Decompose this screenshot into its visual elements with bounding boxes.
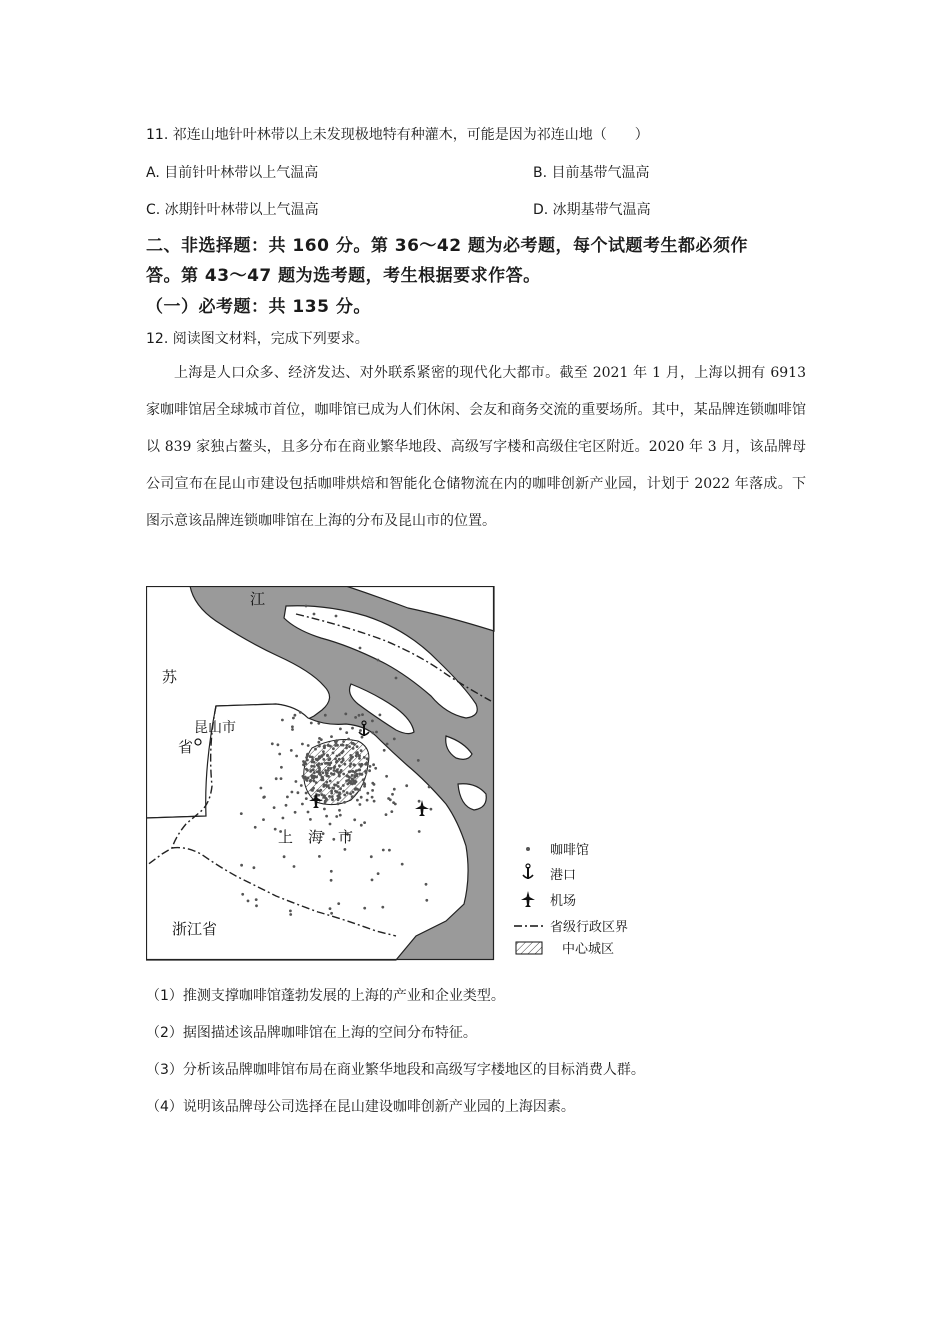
cafe-dot — [311, 761, 314, 764]
cafe-dot — [320, 763, 323, 766]
cafe-dot — [379, 714, 382, 717]
cafe-dot — [322, 758, 325, 761]
map-kunshan-marker — [195, 739, 201, 745]
cafe-dot — [274, 828, 277, 831]
cafe-dot — [430, 808, 433, 811]
cafe-dot — [345, 780, 348, 783]
cafe-dot — [343, 801, 346, 804]
cafe-dot — [314, 748, 317, 751]
cafe-dot — [360, 773, 363, 776]
cafe-dot — [330, 792, 333, 795]
q11-option-c[interactable]: C. 冰期针叶林带以上气温高 — [146, 202, 319, 218]
cafe-dot — [342, 790, 345, 793]
cafe-dot — [273, 806, 276, 809]
cafe-dot — [309, 780, 312, 783]
cafe-dot — [295, 780, 298, 783]
cafe-dot — [307, 811, 310, 814]
cafe-dot — [305, 768, 308, 771]
cafe-dot — [359, 729, 362, 732]
q11-option-a[interactable]: A. 目前针叶林带以上气温高 — [146, 165, 319, 181]
cafe-dot — [358, 757, 361, 760]
cafe-dot — [390, 810, 393, 813]
q12-stem: 12. 阅读图文材料，完成下列要求。 — [146, 331, 369, 347]
cafe-dot — [331, 795, 334, 798]
cafe-dot — [309, 818, 312, 821]
cafe-dot — [330, 870, 333, 873]
cafe-dot — [307, 744, 310, 747]
cafe-dot — [325, 815, 328, 818]
cafe-dot — [340, 761, 343, 764]
cafe-dot — [311, 777, 314, 780]
cafe-dot — [337, 781, 340, 784]
cafe-dot — [325, 781, 328, 784]
cafe-dot — [371, 720, 374, 723]
cafe-dot — [371, 879, 374, 882]
cafe-dot — [329, 907, 332, 910]
cafe-dot — [373, 800, 376, 803]
cafe-dot — [306, 759, 309, 762]
cafe-dot — [240, 864, 243, 867]
cafe-dot — [338, 764, 341, 767]
map-label-sheng: 省 — [178, 738, 194, 756]
section-heading-line1: 二、非选择题：共 160 分。第 36～42 题为必考题，每个试题考生都必须作 — [146, 236, 748, 256]
cafe-dot — [351, 727, 354, 730]
cafe-dot — [315, 781, 318, 784]
cafe-dot — [309, 755, 312, 758]
section-subheading: （一）必考题：共 135 分。 — [146, 297, 371, 317]
cafe-dot — [363, 907, 366, 910]
cafe-dot — [318, 755, 321, 758]
cafe-dot — [327, 775, 330, 778]
cafe-dot — [297, 791, 300, 794]
cafe-dot — [385, 775, 388, 778]
cafe-dot — [358, 754, 361, 757]
cafe-dot — [290, 749, 293, 752]
cafe-dot — [383, 749, 386, 752]
cafe-dot — [285, 804, 288, 807]
cafe-dot — [324, 769, 327, 772]
cafe-dot — [417, 759, 420, 762]
cafe-dot — [302, 775, 305, 778]
cafe-dot — [321, 776, 324, 779]
cafe-dot — [351, 770, 354, 773]
cafe-dot — [344, 763, 347, 766]
cafe-dot — [338, 809, 341, 812]
cafe-dot — [330, 912, 333, 915]
cafe-dot — [336, 768, 339, 771]
cafe-dot — [329, 823, 332, 826]
cafe-dot — [342, 784, 345, 787]
cafe-dot — [355, 780, 358, 783]
cafe-dot — [371, 796, 374, 799]
map-label-jiang: 江 — [250, 590, 266, 608]
cafe-dot — [362, 778, 365, 781]
cafe-dot — [306, 754, 309, 757]
cafe-dot — [345, 744, 348, 747]
cafe-dot — [262, 818, 265, 821]
cafe-dot — [337, 798, 340, 801]
cafe-dot — [418, 800, 421, 803]
cafe-dot — [322, 779, 325, 782]
cafe-dot — [318, 772, 321, 775]
cafe-dot — [381, 906, 384, 909]
cafe-dot — [318, 855, 321, 858]
cafe-dot — [338, 791, 341, 794]
cafe-dot — [320, 754, 323, 757]
cafe-dot — [371, 731, 374, 734]
cafe-dot — [335, 615, 338, 618]
cafe-dot — [346, 774, 349, 777]
cafe-dot — [333, 769, 336, 772]
cafe-dot — [304, 776, 307, 779]
cafe-dot — [330, 772, 333, 775]
cafe-dot — [425, 883, 428, 886]
cafe-dot — [331, 798, 334, 801]
cafe-dot — [318, 767, 321, 770]
cafe-dot — [315, 776, 318, 779]
cafe-dot — [382, 849, 385, 852]
q12-subquestion-4: （4）说明该品牌母公司选择在昆山建设咖啡创新产业园的上海因素。 — [146, 1099, 575, 1115]
cafe-dot — [292, 717, 295, 720]
cafe-dot — [377, 659, 380, 662]
cafe-dot — [338, 758, 341, 761]
cafe-dot — [327, 767, 330, 770]
cafe-dot — [363, 756, 366, 759]
cafe-dot — [320, 738, 323, 741]
legend-center-symbol — [516, 942, 542, 954]
cafe-dot — [351, 795, 354, 798]
cafe-dot — [401, 863, 404, 866]
cafe-dot — [337, 771, 340, 774]
legend-airport-label: 机场 — [550, 894, 577, 909]
cafe-dot — [356, 799, 359, 802]
cafe-dot — [322, 750, 325, 753]
cafe-dot — [370, 855, 373, 858]
cafe-dot — [329, 780, 332, 783]
cafe-dot — [345, 731, 348, 734]
cafe-dot — [395, 677, 398, 680]
cafe-dot — [352, 763, 355, 766]
map-label-shanghai: 上 海 市 — [278, 828, 354, 846]
cafe-dot — [289, 913, 292, 916]
legend-cafe-symbol — [526, 847, 530, 851]
map-label-kunshan: 昆山市 — [194, 720, 236, 736]
legend-port-label: 港口 — [550, 868, 577, 883]
cafe-dot — [277, 743, 280, 746]
map-label-su: 苏 — [162, 668, 178, 686]
cafe-dot — [300, 784, 303, 787]
cafe-dot — [389, 798, 392, 801]
cafe-dot — [348, 781, 351, 784]
cafe-dot — [360, 796, 363, 799]
shanghai-cafe-map — [146, 586, 666, 971]
cafe-dot — [371, 782, 374, 785]
cafe-dot — [291, 791, 294, 794]
cafe-dot — [345, 747, 348, 750]
cafe-dot — [346, 791, 349, 794]
cafe-dot — [371, 789, 374, 792]
cafe-dot — [331, 787, 334, 790]
cafe-dot — [324, 801, 327, 804]
cafe-dot — [393, 738, 396, 741]
cafe-dot — [333, 765, 336, 768]
cafe-dot — [313, 613, 316, 616]
cafe-dot — [354, 788, 357, 791]
cafe-dot — [254, 826, 257, 829]
cafe-dot — [305, 792, 308, 795]
cafe-dot — [374, 767, 377, 770]
cafe-dot — [313, 765, 316, 768]
cafe-dot — [347, 738, 350, 741]
cafe-dot — [336, 755, 339, 758]
legend-boundary-label: 省级行政区界 — [550, 920, 629, 935]
cafe-dot — [342, 773, 345, 776]
cafe-dot — [289, 910, 292, 913]
legend-center-label: 中心城区 — [562, 942, 615, 957]
cafe-dot — [354, 774, 357, 777]
cafe-dot — [312, 787, 315, 790]
cafe-dot — [325, 772, 328, 775]
cafe-dot — [278, 753, 281, 756]
section-heading-line2: 答。第 43～47 题为选考题，考生根据要求作答。 — [146, 266, 541, 286]
cafe-dot — [366, 757, 369, 760]
cafe-dot — [349, 754, 352, 757]
q12-subquestion-3: （3）分析该品牌咖啡馆布局在商业繁华地段和高级写字楼地区的目标消费人群。 — [146, 1062, 645, 1078]
cafe-dot — [291, 725, 294, 728]
cafe-dot — [342, 757, 345, 760]
cafe-dot — [332, 747, 335, 750]
cafe-dot — [301, 743, 304, 746]
cafe-dot — [386, 743, 389, 746]
cafe-dot — [310, 722, 313, 725]
cafe-dot — [253, 866, 256, 869]
cafe-dot — [342, 740, 345, 743]
cafe-dot — [425, 899, 428, 902]
cafe-dot — [311, 774, 314, 777]
cafe-dot — [328, 795, 331, 798]
cafe-dot — [418, 830, 421, 833]
cafe-dot — [338, 774, 341, 777]
cafe-dot — [352, 742, 355, 745]
cafe-dot — [405, 784, 408, 787]
cafe-dot — [355, 752, 358, 755]
cafe-dot — [313, 771, 316, 774]
cafe-dot — [305, 797, 308, 800]
cafe-dot — [372, 763, 375, 766]
cafe-dot — [275, 777, 278, 780]
legend-port-icon — [523, 864, 533, 879]
cafe-dot — [321, 793, 324, 796]
cafe-dot — [349, 765, 352, 768]
legend-airport-icon — [521, 891, 535, 907]
cafe-dot — [361, 736, 364, 739]
cafe-dot — [326, 762, 329, 765]
cafe-dot — [241, 893, 244, 896]
cafe-dot — [350, 757, 353, 760]
cafe-dot — [317, 741, 320, 744]
q12-passage: 上海是人口众多、经济发达、对外联系紧密的现代化大都市。截至 2021 年 1 月，上海以拥有 6913 家咖啡馆居全球城市首位，咖啡馆已成为人们休闲、会友和商务交流的重要场所。其中，某品牌连锁咖啡馆以 839 家独占鳌头，且多分布在商业繁华地段、高级写字楼和高级住宅区附近。2020 年 3 月，该品牌母公司宣布在昆山市建设包括咖啡烘焙和智能化仓储物流在内的咖啡创新产业园，计划于 2022 年落成。下图示意该品牌连锁咖啡馆在上海的分布及昆山市的位置。 — [146, 365, 806, 529]
cafe-dot — [286, 796, 289, 799]
cafe-dot — [352, 791, 355, 794]
cafe-dot — [361, 713, 364, 716]
cafe-dot — [358, 714, 361, 717]
cafe-dot — [368, 769, 371, 772]
cafe-dot — [337, 802, 340, 805]
cafe-dot — [366, 763, 369, 766]
cafe-dot — [340, 744, 343, 747]
cafe-dot — [359, 803, 362, 806]
cafe-dot — [363, 821, 366, 824]
cafe-dot — [338, 753, 341, 756]
cafe-dot — [388, 849, 391, 852]
cafe-dot — [323, 808, 326, 811]
cafe-dot — [332, 752, 335, 755]
cafe-dot — [260, 787, 263, 790]
cafe-dot — [305, 605, 308, 608]
cafe-dot — [394, 803, 397, 806]
map-legend — [514, 842, 628, 957]
cafe-dot — [315, 758, 318, 761]
cafe-dot — [369, 765, 372, 768]
cafe-dot — [340, 752, 343, 755]
cafe-dot — [385, 813, 388, 816]
cafe-dot — [318, 745, 321, 748]
cafe-dot — [360, 763, 363, 766]
q12-subquestion-2: （2）据图描述该品牌咖啡馆在上海的空间分布特征。 — [146, 1025, 477, 1041]
cafe-dot — [356, 745, 359, 748]
cafe-dot — [324, 714, 327, 717]
cafe-dot — [283, 855, 286, 858]
cafe-dot — [375, 731, 378, 734]
cafe-dot — [352, 747, 355, 750]
cafe-dot — [327, 744, 330, 747]
cafe-dot — [291, 728, 294, 731]
cafe-dot — [349, 793, 352, 796]
cafe-dot — [330, 735, 333, 738]
cafe-dot — [330, 767, 333, 770]
cafe-dot — [351, 774, 354, 777]
cafe-dot — [327, 784, 330, 787]
cafe-dot — [281, 719, 284, 722]
cafe-dot — [328, 757, 331, 760]
q11-stem: 11. 祁连山地针叶林带以上未发现极地特有种灌木，可能是因为祁连山地（ ） — [146, 127, 649, 143]
cafe-dot — [335, 815, 338, 818]
cafe-dot — [334, 790, 337, 793]
cafe-dot — [360, 749, 363, 752]
cafe-dot — [334, 744, 337, 747]
cafe-dot — [319, 790, 322, 793]
cafe-dot — [302, 763, 305, 766]
cafe-dot — [328, 764, 331, 767]
cafe-dot — [363, 782, 366, 785]
cafe-dot — [340, 769, 343, 772]
cafe-dot — [301, 803, 304, 806]
cafe-dot — [336, 795, 339, 798]
cafe-dot — [339, 787, 342, 790]
cafe-dot — [282, 817, 285, 820]
cafe-dot — [322, 771, 325, 774]
cafe-dot — [366, 799, 369, 802]
cafe-dot — [359, 647, 362, 650]
cafe-dot — [299, 711, 302, 714]
cafe-dot — [294, 811, 297, 814]
cafe-dot — [334, 758, 337, 761]
cafe-dot — [428, 786, 431, 789]
cafe-dot — [337, 902, 340, 905]
cafe-dot — [344, 848, 347, 851]
map-label-zhejiang: 浙江省 — [172, 920, 218, 938]
cafe-dot — [349, 762, 352, 765]
cafe-dot — [334, 740, 337, 743]
cafe-dot — [255, 904, 258, 907]
cafe-dot — [302, 760, 305, 763]
cafe-dot — [363, 785, 366, 788]
cafe-dot — [323, 745, 326, 748]
cafe-dot — [343, 794, 346, 797]
cafe-dot — [344, 713, 347, 716]
cafe-dot — [348, 745, 351, 748]
cafe-dot — [262, 796, 265, 799]
q11-option-b[interactable]: B. 目前基带气温高 — [533, 165, 650, 181]
cafe-dot — [360, 824, 363, 827]
cafe-dot — [317, 722, 320, 725]
cafe-dot — [318, 762, 321, 765]
cafe-dot — [310, 765, 313, 768]
cafe-dot — [391, 793, 394, 796]
cafe-dot — [393, 788, 396, 791]
cafe-dot — [326, 754, 329, 757]
cafe-dot — [339, 814, 342, 817]
cafe-dot — [271, 742, 274, 745]
cafe-dot — [336, 760, 339, 763]
cafe-dot — [294, 714, 297, 717]
cafe-dot — [280, 766, 283, 769]
cafe-dot — [335, 784, 338, 787]
cafe-dot — [349, 770, 352, 773]
cafe-dot — [365, 771, 368, 774]
cafe-dot — [255, 898, 258, 901]
q11-option-d[interactable]: D. 冰期基带气温高 — [533, 202, 651, 218]
legend-cafe-label: 咖啡馆 — [550, 843, 590, 858]
cafe-dot — [280, 777, 283, 780]
cafe-dot — [240, 812, 243, 815]
cafe-dot — [377, 872, 380, 875]
cafe-dot — [357, 769, 360, 772]
q12-subquestion-1: （1）推测支撑咖啡馆蓬勃发展的上海的产业和企业类型。 — [146, 988, 505, 1004]
cafe-dot — [339, 728, 342, 731]
cafe-dot — [247, 900, 250, 903]
cafe-dot — [322, 796, 325, 799]
cafe-dot — [354, 716, 357, 719]
cafe-dot — [295, 755, 298, 758]
cafe-dot — [366, 792, 369, 795]
cafe-dot — [358, 789, 361, 792]
cafe-dot — [311, 758, 314, 761]
cafe-dot — [353, 818, 356, 821]
cafe-dot — [293, 865, 296, 868]
cafe-dot — [330, 879, 333, 882]
cafe-dot — [310, 769, 313, 772]
